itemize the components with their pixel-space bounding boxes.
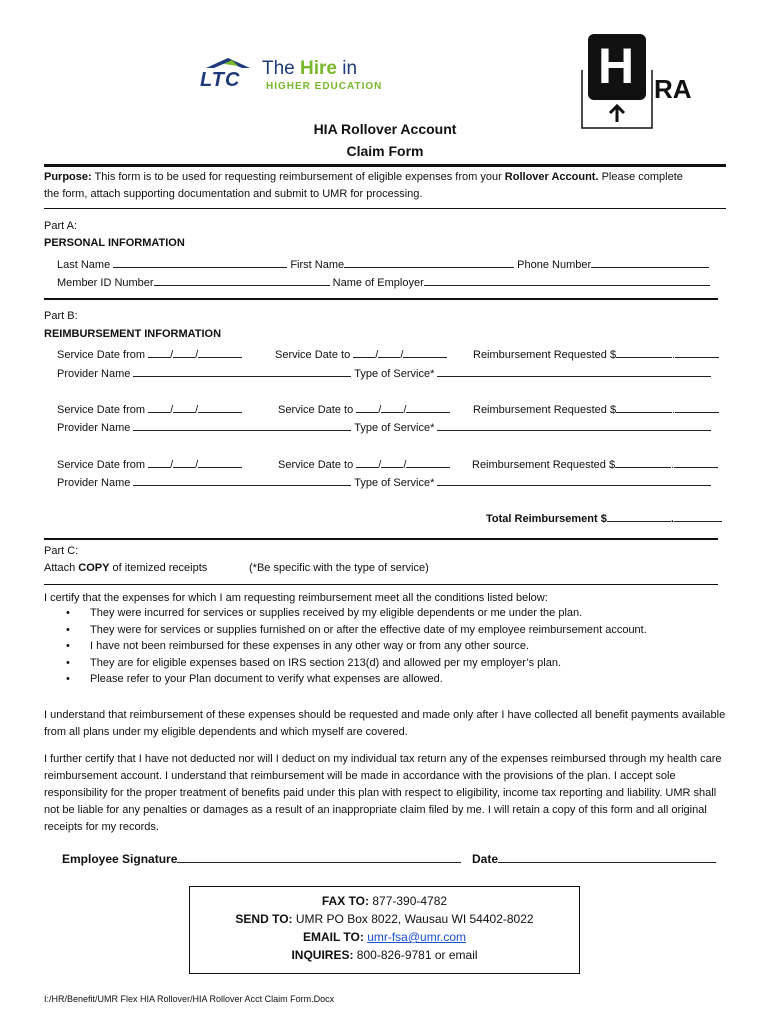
divider: [44, 298, 718, 300]
email-link[interactable]: umr-fsa@umr.com: [367, 930, 467, 944]
from-year-1[interactable]: [198, 346, 242, 358]
contact-box: [189, 886, 580, 974]
further-certify-paragraph: I further certify that I have not deducted nor will I deduct on my individual tax return any of the expenses reimbursed through my health care reimbursement account. I understand that reimbursement will be made in accordance with the provisions of the plan. I accept sole responsibility for the proper treatment of benefits paid under this plan with respect to eligibility, income tax reporting and liability. UMR shall not be liable for any penalties or damages as a result of an inappropriate claim filed by me. I will retain a copy of this form and all original receipts for my records.: [44, 753, 722, 833]
email-line: EMAIL TO: umr-fsa@umr.com: [302, 930, 467, 944]
from-year-3[interactable]: [198, 456, 242, 468]
reimb-row-1: Reimbursement Requested $ .: [473, 346, 719, 361]
provider-field-2[interactable]: [133, 419, 351, 431]
from-month-3[interactable]: [148, 456, 170, 468]
list-item: • They were incurred for services or supplies received by my eligible dependents or me under the plan.: [66, 605, 647, 622]
reimb-row-3: Reimbursement Requested $ .: [472, 456, 718, 471]
provider-row-1: Provider Name Type of Service*: [57, 365, 711, 380]
divider: [44, 538, 718, 540]
certify-bullets: [66, 605, 647, 688]
service-to-row-2: Service Date to / /: [278, 401, 450, 416]
total-row: Total Reimbursement $ .: [486, 510, 722, 525]
list-item: • I have not been reimbursed for these expenses in any other way or from any other source.: [66, 638, 647, 655]
to-month-3[interactable]: [356, 456, 378, 468]
divider: [44, 584, 718, 585]
to-day-2[interactable]: [381, 401, 403, 413]
to-year-1[interactable]: [403, 346, 447, 358]
divider: [44, 164, 726, 167]
reimb-row-2: Reimbursement Requested $ .: [473, 401, 719, 416]
date-row: Date: [472, 850, 716, 866]
list-item: • Please refer to your Plan document to verify what expenses are allowed.: [66, 671, 647, 688]
total-cents[interactable]: [674, 510, 722, 522]
member-id-row: Member ID Number Name of Employer: [57, 274, 710, 289]
hra-letter: H: [598, 38, 635, 94]
reimb-dollars-2[interactable]: [616, 401, 672, 413]
list-item: • They were for services or supplies furnished on or after the effective date of my employee reimbursement account.: [66, 622, 647, 639]
from-month-2[interactable]: [148, 401, 170, 413]
from-month-1[interactable]: [148, 346, 170, 358]
from-day-3[interactable]: [173, 456, 195, 468]
to-day-3[interactable]: [381, 456, 403, 468]
part-a-heading: PERSONAL INFORMATION: [44, 237, 185, 249]
total-dollars[interactable]: [607, 510, 671, 522]
service-to-row-1: Service Date to / /: [275, 346, 447, 361]
inquires-line: INQUIRES: 800-826-9781 or email: [291, 948, 478, 962]
type-field-2[interactable]: [437, 419, 711, 431]
fax-line: FAX TO: 877-390-4782: [321, 894, 448, 908]
attach-receipts: Attach COPY of itemized receipts: [44, 562, 208, 574]
part-b-heading: REIMBURSEMENT INFORMATION: [44, 328, 222, 340]
from-year-2[interactable]: [198, 401, 242, 413]
reimb-cents-3[interactable]: [674, 456, 718, 468]
to-month-1[interactable]: [353, 346, 375, 358]
purpose-line2: the form, attach supporting documentation and submit to UMR for processing.: [44, 188, 423, 200]
footer-path: I:/HR/Benefit/UMR Flex HIA Rollover/HIA Rollover Acct Claim Form.Docx: [44, 994, 335, 1004]
purpose-line1: Purpose: This form is to be used for requesting reimbursement of eligible expenses from your Rollover Account. Please complete: [44, 171, 683, 183]
reimb-cents-2[interactable]: [675, 401, 719, 413]
type-field-1[interactable]: [437, 365, 711, 377]
hra-suffix: RA: [654, 74, 692, 104]
service-date-row-3: Service Date from / /: [57, 456, 242, 471]
from-day-1[interactable]: [173, 346, 195, 358]
certify-intro: I certify that the expenses for which I am requesting reimbursement meet all the conditions listed below:: [44, 592, 548, 604]
send-line: SEND TO: UMR PO Box 8022, Wausau WI 54402-8022: [235, 912, 534, 926]
part-a-label: Part A:: [44, 220, 78, 232]
provider-field-1[interactable]: [133, 365, 351, 377]
to-year-3[interactable]: [406, 456, 450, 468]
from-day-2[interactable]: [173, 401, 195, 413]
form-title: HIA Rollover Account: [313, 121, 457, 137]
tagline-line2: HIGHER EDUCATION: [266, 81, 383, 92]
ltc-logo: [198, 56, 388, 96]
date-field[interactable]: [498, 850, 716, 863]
divider: [44, 208, 726, 209]
signature-field[interactable]: [177, 850, 461, 863]
service-date-row-2: Service Date from / /: [57, 401, 242, 416]
employer-field[interactable]: [424, 274, 710, 286]
to-day-1[interactable]: [378, 346, 400, 358]
signature-row: Employee Signature: [62, 850, 461, 866]
reimb-dollars-3[interactable]: [615, 456, 671, 468]
service-date-row-1: Service Date from / /: [57, 346, 242, 361]
to-year-2[interactable]: [406, 401, 450, 413]
to-month-2[interactable]: [356, 401, 378, 413]
hra-logo: [580, 30, 700, 130]
last-name-field[interactable]: [113, 256, 287, 268]
understand-paragraph: I understand that reimbursement of these expenses should be requested and made only after I have collected all benefit payments available from all plans under my eligible dependents and which myself are covered.: [44, 709, 726, 738]
phone-field[interactable]: [591, 256, 709, 268]
type-field-3[interactable]: [437, 474, 711, 486]
reimb-cents-1[interactable]: [675, 346, 719, 358]
ltc-text: LTC: [200, 69, 241, 91]
provider-field-3[interactable]: [133, 474, 351, 486]
tagline-line1: The Hire in: [262, 58, 358, 79]
first-name-field[interactable]: [344, 256, 514, 268]
member-id-field[interactable]: [154, 274, 330, 286]
list-item: • They are for eligible expenses based on IRS section 213(d) and allowed per my employer’s plan.: [66, 655, 647, 672]
service-to-row-3: Service Date to / /: [278, 456, 450, 471]
provider-row-2: Provider Name Type of Service*: [57, 419, 711, 434]
part-b-label: Part B:: [44, 310, 78, 322]
provider-row-3: Provider Name Type of Service*: [57, 474, 711, 489]
reimb-dollars-1[interactable]: [616, 346, 672, 358]
part-c-label: Part C:: [44, 545, 79, 557]
last-name-row: Last Name First Name Phone Number: [57, 256, 709, 271]
attach-note: (*Be specific with the type of service): [249, 562, 429, 574]
form-subtitle: Claim Form: [346, 143, 424, 159]
